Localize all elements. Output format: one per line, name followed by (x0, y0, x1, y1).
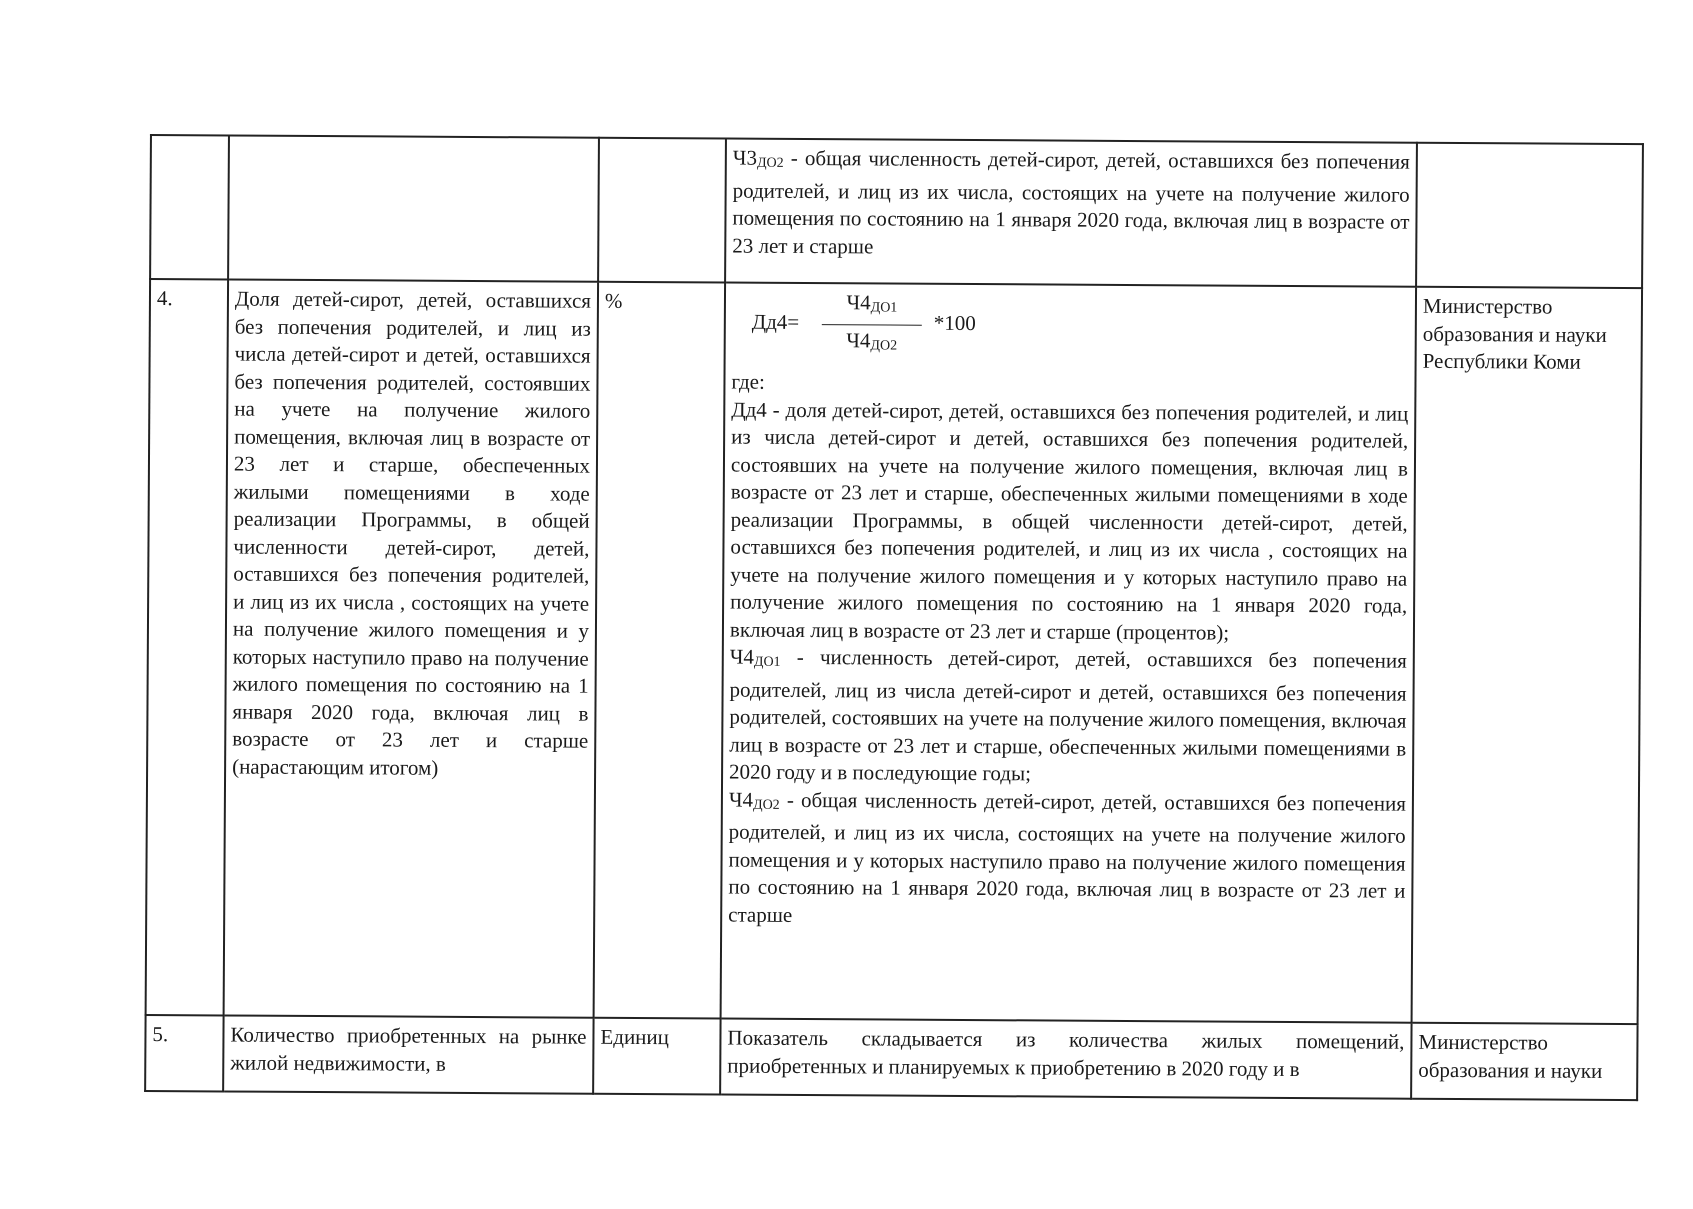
symbol-subscript: ДО2 (753, 797, 780, 813)
denominator-symbol: Ч4 (846, 327, 871, 352)
formula-numerator (822, 289, 922, 325)
definition-cell (725, 139, 1417, 287)
table-row (145, 1015, 1637, 1100)
definition-paragraph (728, 786, 1406, 933)
formula-lhs: Дд4= (751, 309, 800, 334)
row-number-cell (150, 135, 229, 279)
definition-text: - численность детей-сирот, детей, оставшихся без попечения родителей, лиц из числа детей-сирот и детей, оставшихся без попечения родителей, состоявших на учете на получение жилого помещения, включая лиц в возрасте от 23 лет и старше, обеспеченных жилыми помещениями в 2020 году и в последующие годы; (729, 644, 1407, 786)
denominator-subscript: ДО2 (870, 337, 898, 354)
symbol-subscript: ДО2 (756, 155, 784, 171)
responsible-cell: Министерство образования и науки Республики Коми (1412, 287, 1642, 1024)
indicator-name-cell: Доля детей-сирот, детей, оставшихся без попечения родителей, и лиц из числа детей-сирот и детей, оставшихся без попечения родителей, состоявших на учете на получение жилого помещения, включая лиц в возрасте от 23 лет и старше, обеспеченных жилыми помещениями в ходе реализации Программы, в общей численности детей-сирот, детей, оставшихся без попечения родителей, и лиц из их числа , состоящих на учете на получение жилого помещения и у которых наступило право на получение жилого помещения по состоянию на 1 января 2020 года, включая лиц в возрасте от 23 лет и старше (нарастающим итогом) (224, 279, 598, 1017)
formula-fraction (822, 289, 922, 360)
table-row (150, 135, 1643, 288)
definition-paragraph (729, 644, 1407, 791)
unit-cell: Единиц (593, 1018, 720, 1095)
row-number-cell: 4. (146, 279, 228, 1015)
table-row (146, 279, 1642, 1024)
responsible-cell: Министерство образования и науки (1411, 1023, 1637, 1100)
symbol: Ч4 (729, 644, 755, 669)
indicator-name-cell (228, 135, 599, 281)
symbol: Ч3 (732, 145, 758, 170)
formula-denominator (822, 325, 922, 360)
indicator-name-cell: Количество приобретенных на рынке жилой недвижимости, в (223, 1015, 593, 1093)
definition-cell (721, 283, 1416, 1023)
formula-multiplier: *100 (933, 310, 976, 336)
definition-text: - общая численность детей-сирот, детей, оставшихся без попечения родителей, и лиц из их числа, состоящих на учете на получение жилого помещения и у которых наступило право на получение жилого помещения по состоянию на 1 января 2020 года, включая лиц в возрасте от 23 лет и старше (728, 787, 1406, 927)
definition-paragraph: Дд4 - доля детей-сирот, детей, оставшихся без попечения родителей, и лиц из числа детей-сирот и детей, оставшихся без попечения родителей, состоявших на учете на получение жилого помещения, включая лиц в возрасте от 23 лет и старше, обеспеченных жилыми помещениями в ходе реализации Программы, в общей численности детей-сирот, детей, оставшихся без попечения родителей, и лиц из их числа , состоящих на учете на получение жилого помещения и у которых наступило право на получение жилого помещения по состоянию на 1 января 2020 года, включая лиц в возрасте от 23 лет и старше (процентов); (729, 397, 1409, 645)
numerator-subscript: ДО1 (870, 300, 898, 316)
definition-text: - общая численность детей-сирот, детей, оставшихся без попечения родителей, и лиц из их числа, состоящих на учете на получение жилого помещения по состоянию на 1 января 2020 года, включая лиц в возрасте от 23 лет и старше (732, 145, 1410, 258)
numerator-symbol: Ч4 (846, 290, 871, 315)
definition-cell: Показатель складывается из количества жилых помещений, приобретенных и планируемых к приобретению в 2020 году и в (720, 1019, 1411, 1099)
responsible-cell (1416, 143, 1643, 288)
indicators-table (144, 134, 1644, 1101)
symbol-subscript: ДО1 (753, 654, 781, 670)
where-label: где: (731, 369, 765, 394)
symbol: Ч4 (728, 787, 754, 812)
unit-cell: % (594, 282, 725, 1019)
formula (732, 289, 1409, 373)
row-number-cell: 5. (145, 1015, 223, 1091)
unit-cell (598, 138, 726, 283)
